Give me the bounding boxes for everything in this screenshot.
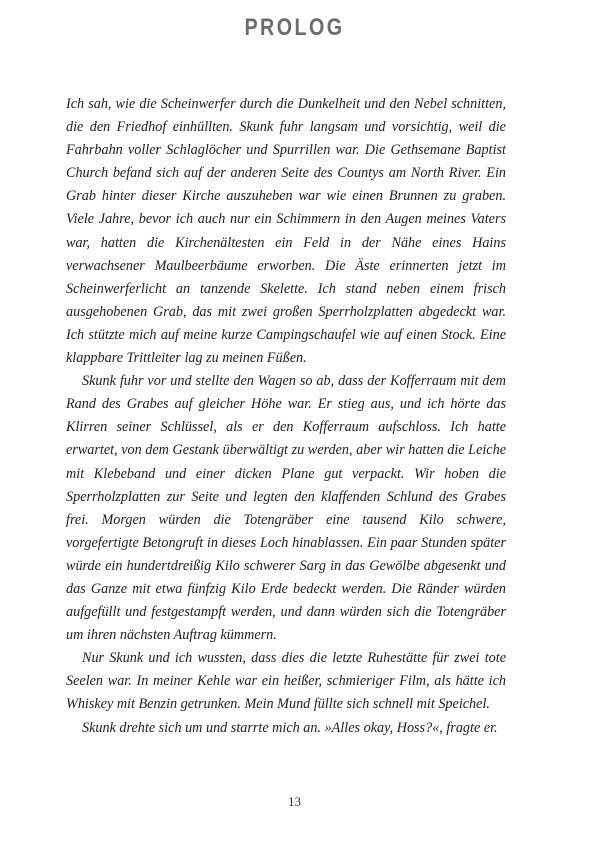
paragraph-1: Ich sah, wie die Scheinwerfer durch die Dunkelheit und den Nebel schnitten, die den Friedhof einhüllten. Skunk fuhr langsam und vorsichtig, weil die Fahrbahn voller Schlaglöcher und Spurrillen war. Die Gethsemane Baptist Church befand sich auf der anderen Seite des Countys am North River. Ein Grab hinter dieser Kirche auszuheben war wie einen Brunnen zu graben. Viele Jahre, bevor ich auch nur ein Schimmern in den Augen meines Vaters war, hatten die Kirchenältesten ein Feld in der Nähe eines Hains verwachsener Maulbeerbäume erworben. Die Äste erinnerten jetzt im Scheinwerferlicht an tanzende Skelette. Ich stand neben einem frisch ausgehobenen Grab, das mit zwei großen Sperrholzplatten abgedeckt war. Ich stützte mich auf meine kurze Campingschaufel wie auf einen Stock. Eine klappbare Trittleiter lag zu meinen Füßen. — [66, 96, 506, 367]
chapter-title: PROLOG — [244, 14, 345, 41]
body-text — [66, 93, 506, 740]
paragraph-2: Skunk fuhr vor und stellte den Wagen so ab, dass der Kofferraum mit dem Rand des Grabes auf gleicher Höhe war. Er stieg aus, und ich hörte das Klirren seiner Schlüssel, als er den Kofferraum aufschloss. Ich hatte erwartet, von dem Gestank überwältigt zu werden, aber wir hatten die Leiche mit Klebeband und einer dicken Plane gut verpackt. Wir hoben die Sperrholzplatten zur Seite und legten den klaffenden Schlund des Grabes frei. Morgen würden die Totengräber eine tausend Kilo schwere, vorgefertigte Betongruft in dieses Loch hinablassen. Ein paar Stunden später würde ein hundertdreißig Kilo schwerer Sarg in das Gewölbe abgesenkt und das Ganze mit etwa fünfzig Kilo Erde bedeckt werden. Die Ränder würden aufgefüllt und festgestampft werden, und dann würden sich die Totengräber um ihren nächsten Auftrag kümmern. — [66, 373, 506, 644]
paragraph-3: Nur Skunk und ich wussten, dass dies die letzte Ruhestätte für zwei tote Seelen war. In meiner Kehle war ein heißer, schmieriger Film, als hätte ich Whiskey mit Benzin getrunken. Mein Mund füllte sich schnell mit Speichel. — [66, 650, 506, 713]
paragraph-4: Skunk drehte sich um und starrte mich an. »Alles okay, Hoss?«, fragte er. — [82, 719, 498, 736]
page-number: 13 — [288, 794, 301, 809]
